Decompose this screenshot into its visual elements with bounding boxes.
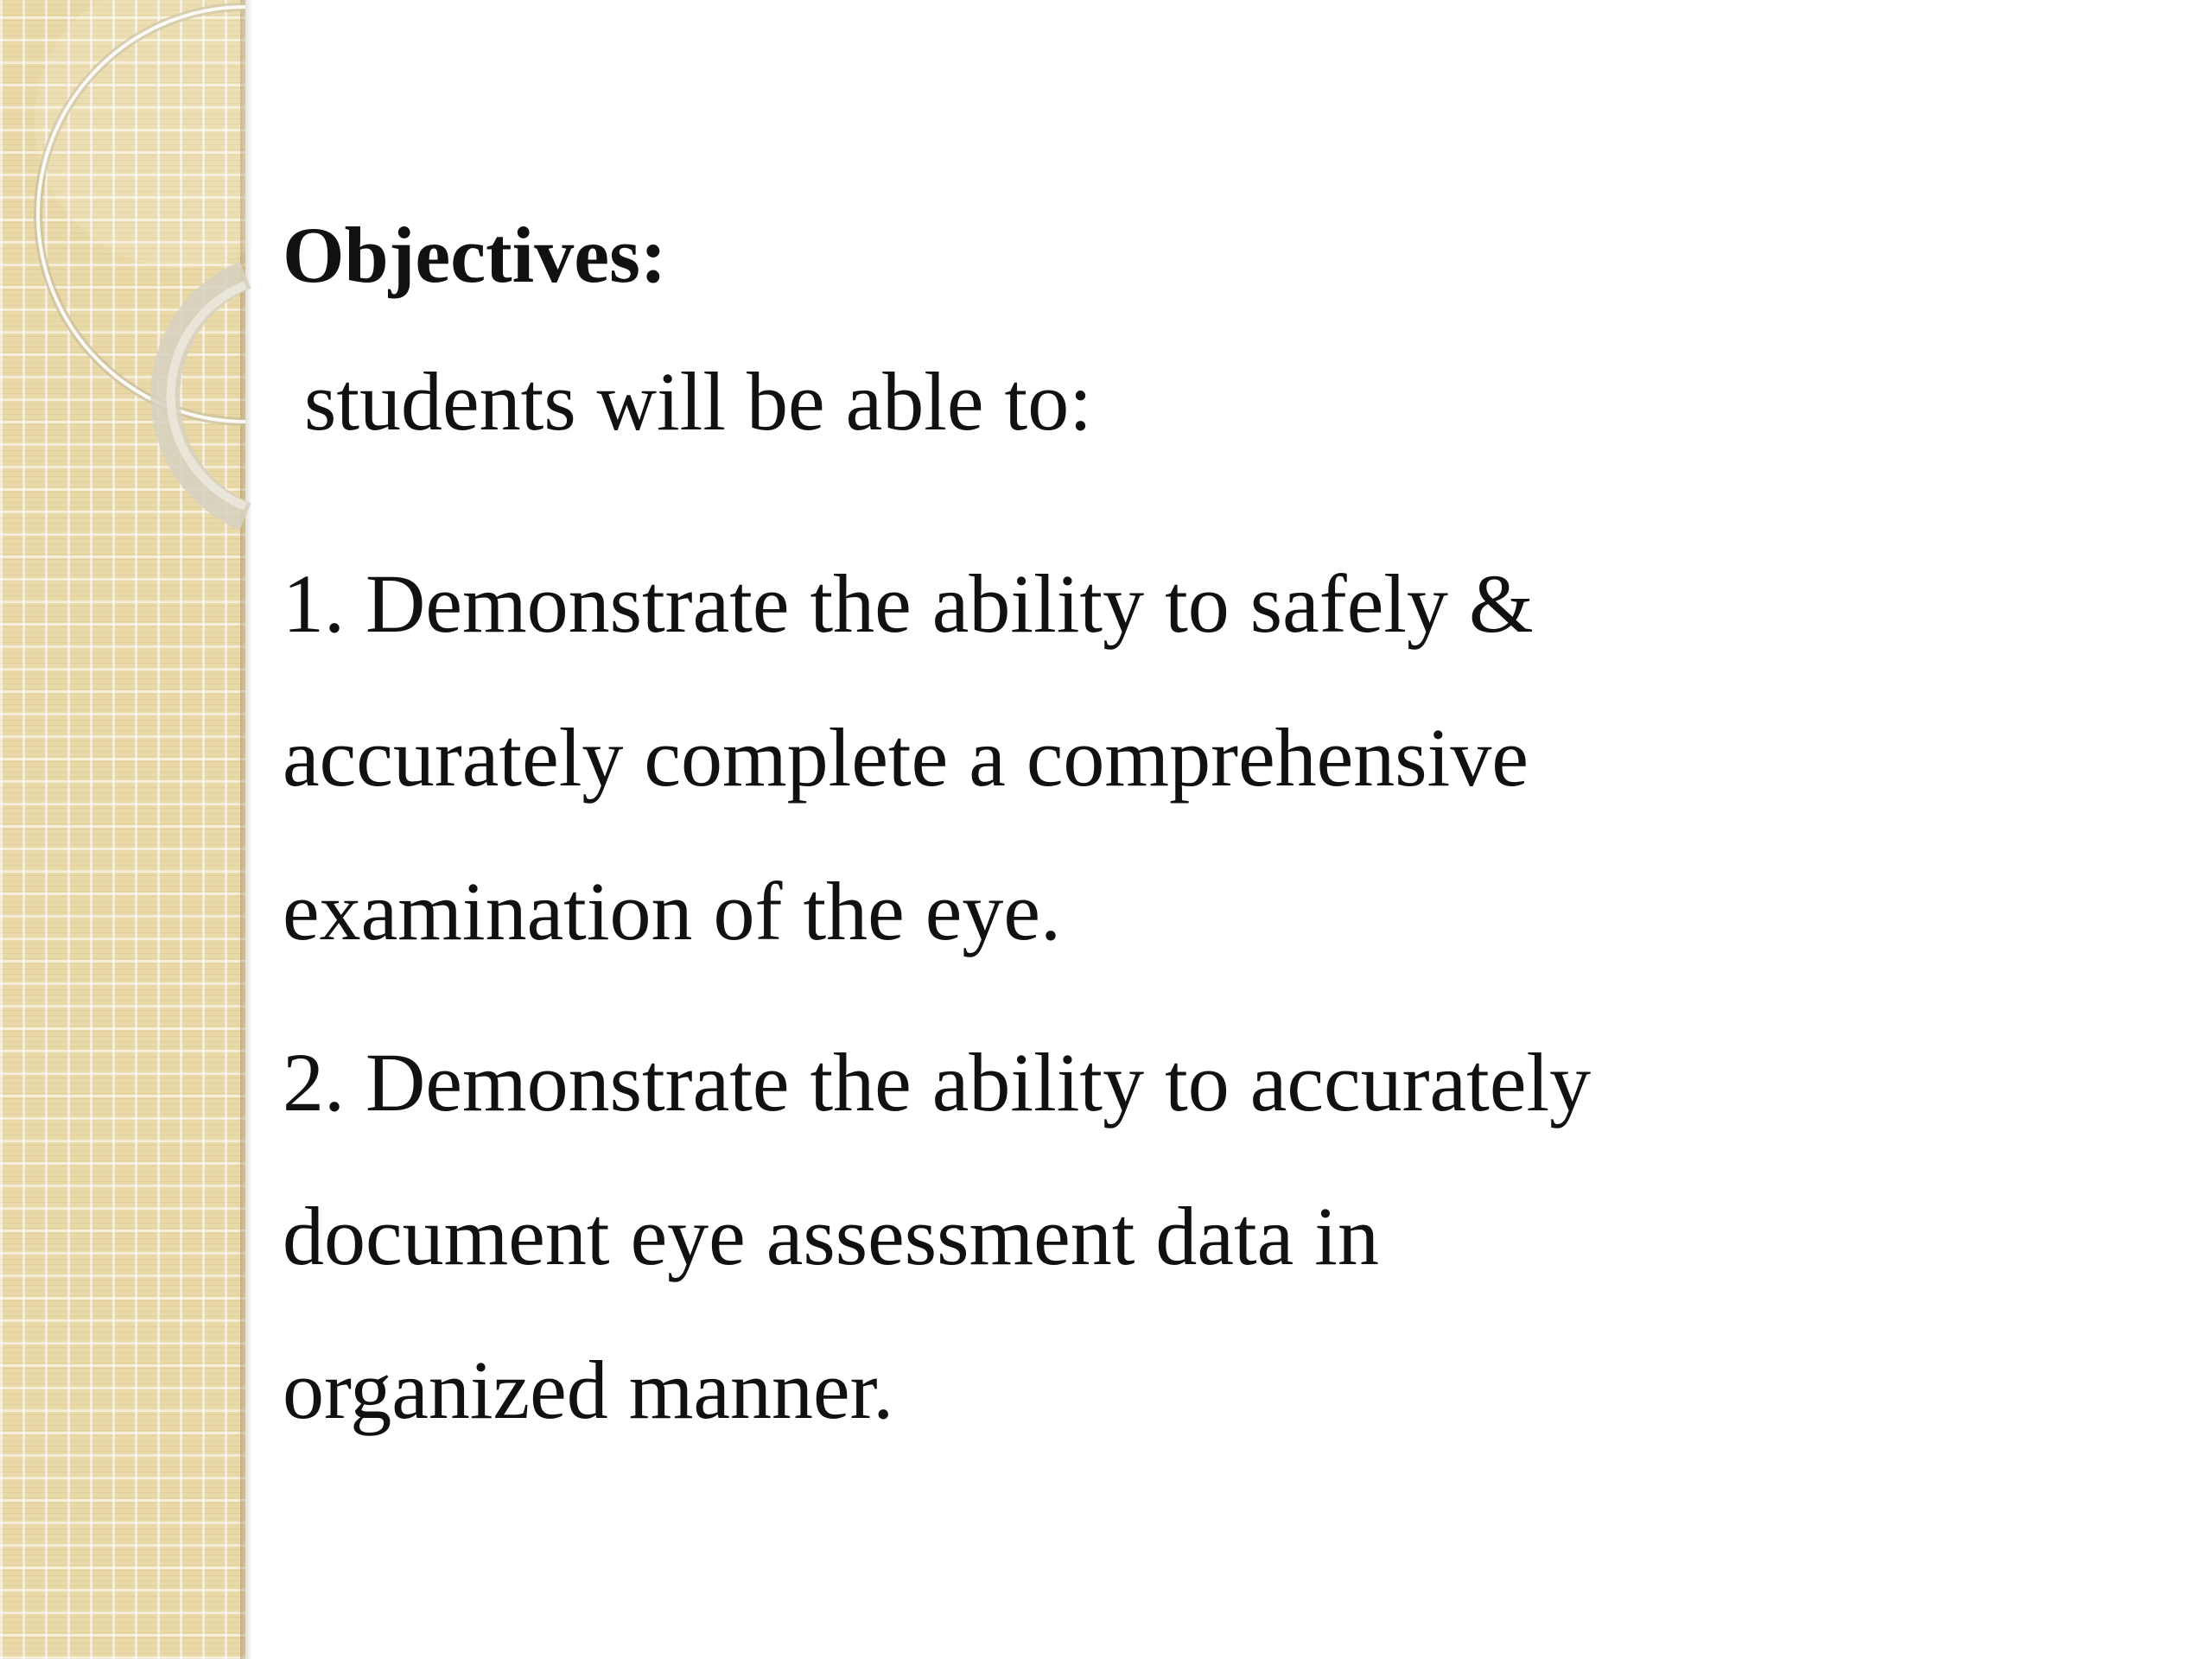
objective-2-line-3: organized manner. [283,1344,894,1436]
slide-title: Objectives: [283,211,667,299]
objective-1-line-3: examination of the eye. [283,865,1061,957]
objective-2-line-1: 2. Demonstrate the ability to accurately [283,1036,1592,1128]
decorative-rings [0,0,276,553]
objective-item-1 [283,527,1682,988]
objective-item-2 [283,1006,1751,1467]
slide-subtitle: students will be able to: [304,355,1092,448]
translucent-disc [35,0,276,268]
objective-1-line-1: 1. Demonstrate the ability to safely & [283,557,1534,650]
objective-1-line-2: accurately complete a comprehensive [283,711,1529,804]
slide-content [283,190,2097,1467]
objective-2-line-2: document eye assessment data in [283,1190,1379,1282]
